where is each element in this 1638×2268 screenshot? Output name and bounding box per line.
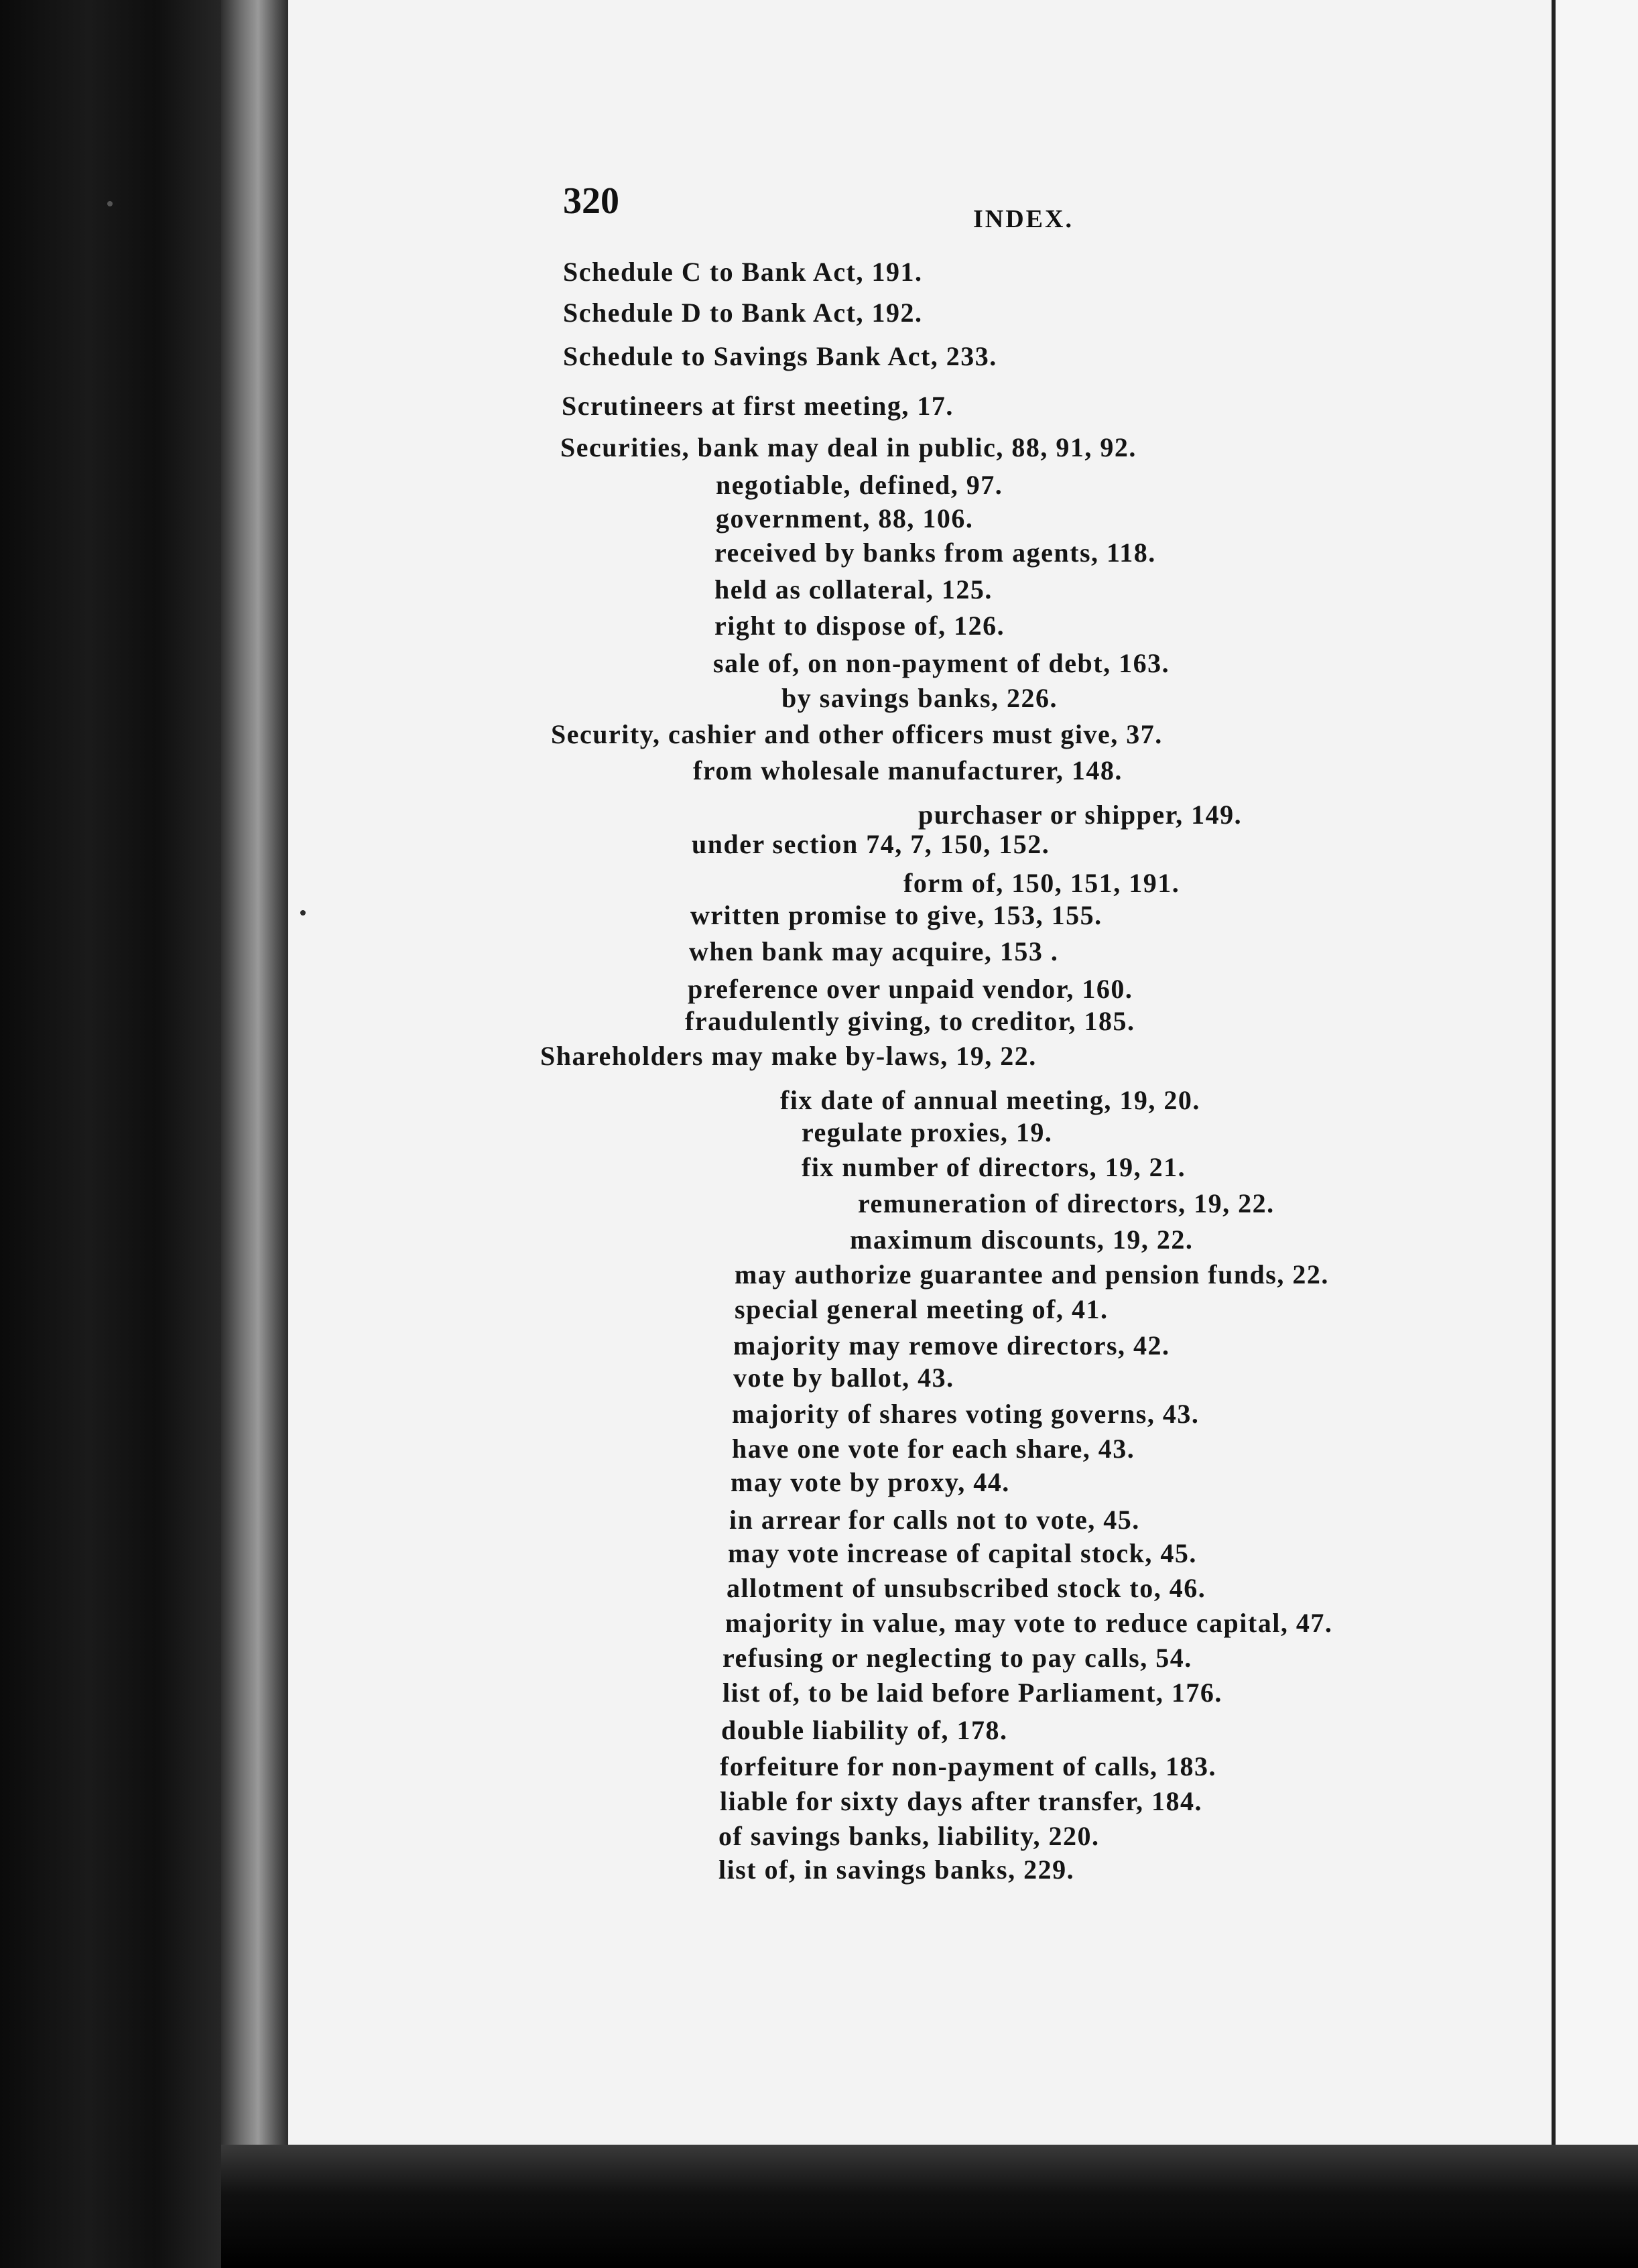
index-entry-sub: have one vote for each share, 43. [732, 1434, 1135, 1464]
index-entry-sub: government, 88, 106. [716, 503, 974, 533]
index-entry-sub: sale of, on non-payment of debt, 163. [713, 648, 1170, 678]
index-entry-sub: right to dispose of, 126. [714, 611, 1005, 641]
index-entry-sub: fraudulently giving, to creditor, 185. [685, 1006, 1135, 1036]
scan-speck [300, 910, 306, 916]
index-entry-sub: of savings banks, liability, 220. [718, 1821, 1100, 1851]
index-entry-sub: liable for sixty days after transfer, 184. [720, 1786, 1202, 1816]
index-entry-sub: when bank may acquire, 153 . [689, 936, 1059, 966]
index-entry-sub: purchaser or shipper, 149. [918, 800, 1243, 830]
index-entry-sub: may vote increase of capital stock, 45. [728, 1538, 1197, 1568]
index-entry-sub: under section 74, 7, 150, 152. [692, 829, 1050, 859]
index-entry: Security, cashier and other officers must give, 37. [551, 719, 1163, 749]
index-entry-sub: remuneration of directors, 19, 22. [858, 1188, 1275, 1218]
index-entry-sub: maximum discounts, 19, 22. [850, 1224, 1194, 1255]
index-entry: Securities, bank may deal in public, 88, 91, 92. [560, 432, 1137, 462]
index-entry-sub: special general meeting of, 41. [735, 1294, 1109, 1324]
facing-page-edge [1552, 0, 1638, 2171]
index-entry-sub: forfeiture for non-payment of calls, 183. [720, 1751, 1217, 1781]
index-entry-sub: fix number of directors, 19, 21. [802, 1152, 1186, 1182]
index-entry: Scrutineers at first meeting, 17. [562, 391, 954, 421]
page-bottom-shadow [221, 2145, 1638, 2268]
index-entry-sub: allotment of unsubscribed stock to, 46. [727, 1573, 1206, 1603]
index-entry-sub: by savings banks, 226. [781, 683, 1058, 713]
page-number: 320 [563, 180, 619, 222]
index-entry-sub: double liability of, 178. [721, 1715, 1008, 1745]
index-entry-sub: from wholesale manufacturer, 148. [693, 755, 1123, 785]
index-entry-sub: vote by ballot, 43. [733, 1363, 954, 1393]
index-entry-sub: refusing or neglecting to pay calls, 54. [722, 1643, 1192, 1673]
index-entry-sub: preference over unpaid vendor, 160. [688, 974, 1133, 1004]
index-entry: Schedule C to Bank Act, 191. [563, 257, 923, 287]
index-entry: Schedule D to Bank Act, 192. [563, 298, 923, 328]
index-entry-sub: list of, to be laid before Parliament, 176. [722, 1678, 1222, 1708]
index-entry-sub: negotiable, defined, 97. [716, 470, 1003, 500]
book-gutter [221, 0, 288, 2268]
index-entry-sub: received by banks from agents, 118. [714, 538, 1156, 568]
index-entry-sub: list of, in savings banks, 229. [718, 1854, 1075, 1885]
index-entry-sub: majority of shares voting governs, 43. [732, 1399, 1200, 1429]
index-entry-sub: majority may remove directors, 42. [733, 1330, 1170, 1361]
scan-speck [107, 201, 113, 206]
index-entry-sub: written promise to give, 153, 155. [690, 900, 1102, 930]
running-head: INDEX. [973, 205, 1074, 233]
index-entry: Schedule to Savings Bank Act, 233. [563, 341, 997, 371]
index-entry-sub: in arrear for calls not to vote, 45. [729, 1505, 1140, 1535]
index-entry-sub: regulate proxies, 19. [802, 1117, 1053, 1147]
index-entry-sub: held as collateral, 125. [714, 574, 993, 605]
index-entry-sub: majority in value, may vote to reduce capital, 47. [725, 1608, 1333, 1638]
index-entry: Shareholders may make by-laws, 19, 22. [540, 1041, 1037, 1071]
book-spine-shadow [0, 0, 221, 2268]
index-entry-sub: fix date of annual meeting, 19, 20. [780, 1085, 1200, 1115]
index-entry-sub: may authorize guarantee and pension funds, 22. [735, 1259, 1329, 1289]
index-entry-sub: form of, 150, 151, 191. [903, 868, 1180, 898]
index-entry-sub: may vote by proxy, 44. [731, 1467, 1010, 1497]
